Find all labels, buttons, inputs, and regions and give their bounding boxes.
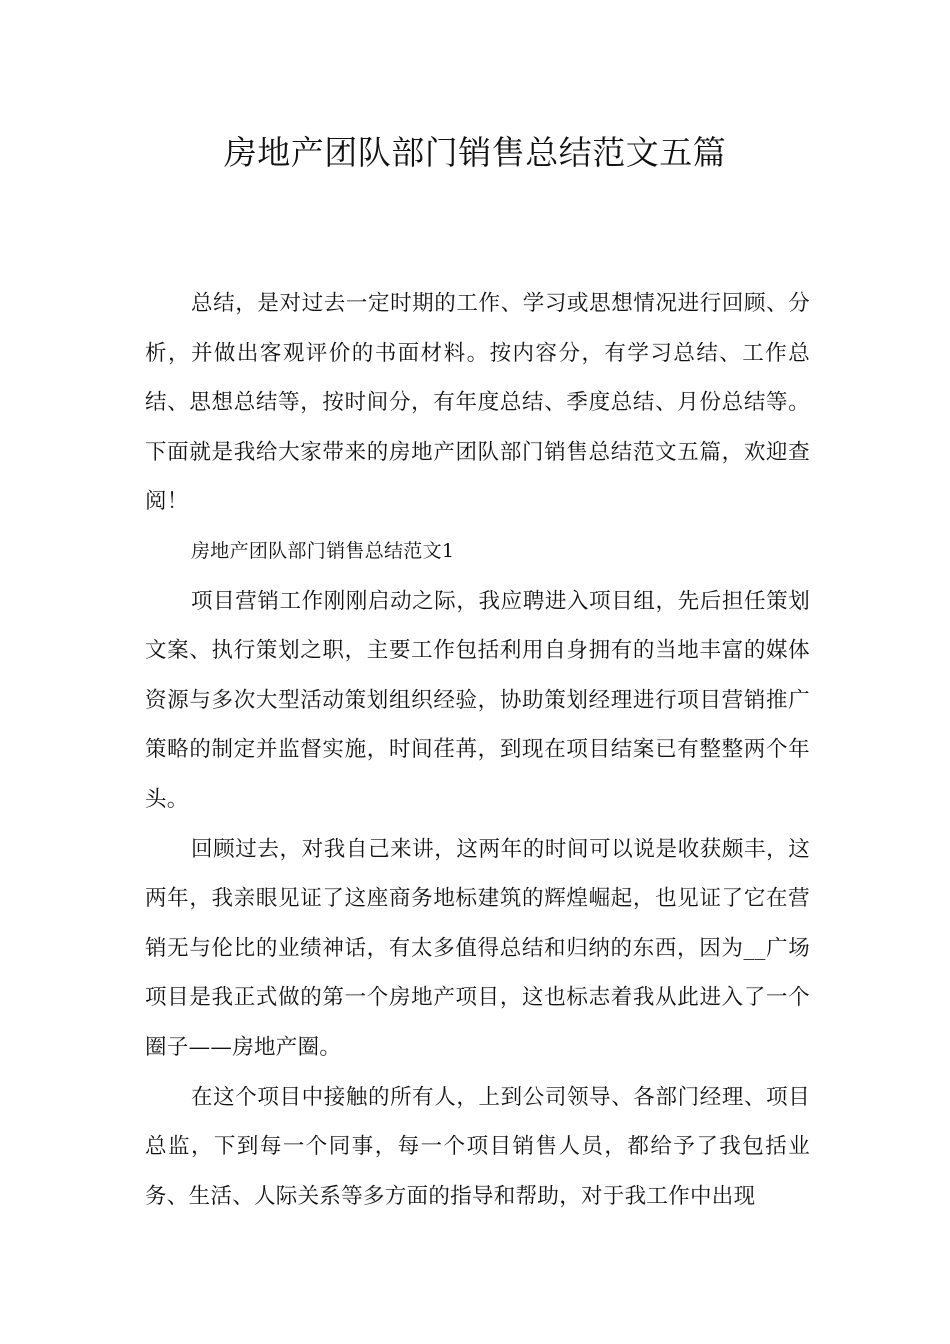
intro-paragraph: 总结，是对过去一定时期的工作、学习或思想情况进行回顾、分析，并做出客观评价的书面材料。按内容分，有学习总结、工作总结、思想总结等，按时间分，有年度总结、季度总结、月份总结等。下面就是我给大家带来的房地产团队部门销售总结范文五篇，欢迎查阅！	[145, 291, 810, 515]
body-paragraph: 回顾过去，对我自己来讲，这两年的时间可以说是收获颇丰，这两年，我亲眼见证了这座商务地标建筑的辉煌崛起，也见证了它在营销无与伦比的业绩神话，有太多值得总结和归纳的东西，因为__广场项目是我正式做的第一个房地产项目，这也标志着我从此进入了一个圈子——房地产圈。	[145, 836, 810, 1060]
section-heading: 房地产团队部门销售总结范文1	[191, 539, 455, 562]
document-title: 房地产团队部门销售总结范文五篇	[223, 133, 727, 172]
document-body	[145, 279, 810, 1221]
body-paragraph: 在这个项目中接触的所有人，上到公司领导、各部门经理、项目总监，下到每一个同事，每一个项目销售人员，都给予了我包括业务、生活、人际关系等多方面的指导和帮助，对于我工作中出现	[145, 1084, 810, 1209]
body-paragraph: 项目营销工作刚刚启动之际，我应聘进入项目组，先后担任策划文案、执行策划之职，主要工作包括利用自身拥有的当地丰富的媒体资源与多次大型活动策划组织经验，协助策划经理进行项目营销推广策略的制定并监督实施，时间荏苒，到现在项目结案已有整整两个年头。	[145, 588, 810, 812]
